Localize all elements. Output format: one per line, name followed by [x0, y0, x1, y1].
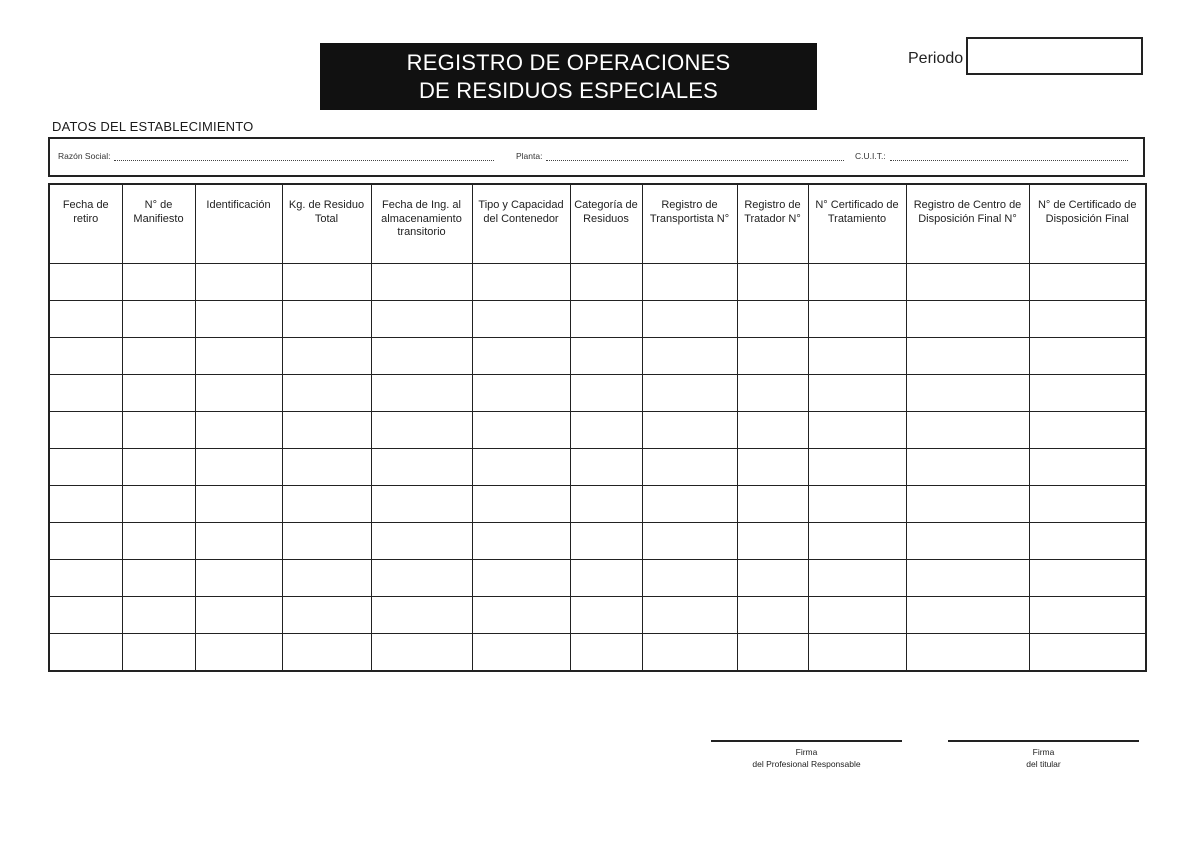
column-header: Categoría de Residuos	[570, 184, 642, 264]
table-cell[interactable]	[195, 634, 282, 672]
table-cell[interactable]	[472, 560, 570, 597]
table-cell[interactable]	[906, 412, 1029, 449]
table-cell[interactable]	[906, 375, 1029, 412]
table-cell[interactable]	[122, 523, 195, 560]
column-header: Tipo y Capacidad del Contenedor	[472, 184, 570, 264]
table-row	[49, 412, 1146, 449]
table-cell[interactable]	[49, 338, 122, 375]
table-cell[interactable]	[49, 301, 122, 338]
table-cell[interactable]	[122, 412, 195, 449]
table-cell[interactable]	[1029, 301, 1146, 338]
table-cell[interactable]	[570, 338, 642, 375]
table-cell[interactable]	[906, 597, 1029, 634]
table-row	[49, 486, 1146, 523]
table-cell[interactable]	[642, 449, 737, 486]
table-cell[interactable]	[808, 597, 906, 634]
table-cell[interactable]	[472, 264, 570, 301]
table-cell[interactable]	[472, 412, 570, 449]
firma-profesional	[711, 740, 902, 770]
table-cell[interactable]	[195, 301, 282, 338]
table-cell[interactable]	[1029, 486, 1146, 523]
column-header: Registro de Centro de Disposición Final N°	[906, 184, 1029, 264]
planta-label: Planta:	[516, 151, 543, 161]
table-cell[interactable]	[122, 597, 195, 634]
table-cell[interactable]	[737, 264, 808, 301]
table-cell[interactable]	[906, 486, 1029, 523]
periodo-field[interactable]	[966, 37, 1143, 75]
table-cell[interactable]	[49, 449, 122, 486]
establecimiento-heading: DATOS DEL ESTABLECIMIENTO	[52, 119, 254, 134]
table-cell[interactable]	[195, 560, 282, 597]
table-cell[interactable]	[570, 634, 642, 672]
cuit-input[interactable]	[890, 151, 1128, 161]
table-cell[interactable]	[282, 634, 371, 672]
table-cell[interactable]	[642, 523, 737, 560]
table-cell[interactable]	[472, 523, 570, 560]
table-cell[interactable]	[1029, 523, 1146, 560]
table-cell[interactable]	[906, 523, 1029, 560]
table-cell[interactable]	[472, 301, 570, 338]
firma-titular-line2: del titular	[1026, 759, 1061, 769]
column-header: Registro de Tratador N°	[737, 184, 808, 264]
column-header: Kg. de Residuo Total	[282, 184, 371, 264]
table-cell[interactable]	[808, 560, 906, 597]
column-header: Fecha de retiro	[49, 184, 122, 264]
table-cell[interactable]	[371, 412, 472, 449]
table-row	[49, 449, 1146, 486]
table-cell[interactable]	[122, 338, 195, 375]
table-cell[interactable]	[195, 264, 282, 301]
table-cell[interactable]	[737, 301, 808, 338]
table-cell[interactable]	[195, 486, 282, 523]
table-cell[interactable]	[282, 560, 371, 597]
table-cell[interactable]	[282, 264, 371, 301]
table-cell[interactable]	[122, 375, 195, 412]
table-cell[interactable]	[906, 264, 1029, 301]
table-cell[interactable]	[282, 597, 371, 634]
table-cell[interactable]	[371, 449, 472, 486]
table-row	[49, 560, 1146, 597]
table-cell[interactable]	[737, 486, 808, 523]
table-cell[interactable]	[642, 634, 737, 672]
periodo-label: Periodo	[908, 50, 964, 67]
table-cell[interactable]	[906, 301, 1029, 338]
table-row	[49, 634, 1146, 672]
table-cell[interactable]	[371, 375, 472, 412]
table-cell[interactable]	[570, 560, 642, 597]
planta-field[interactable]	[516, 151, 844, 161]
signature-line[interactable]	[948, 740, 1139, 742]
registro-table	[48, 183, 1147, 672]
table-cell[interactable]	[906, 449, 1029, 486]
table-cell[interactable]	[642, 338, 737, 375]
column-header: N° de Certificado de Disposición Final	[1029, 184, 1146, 264]
column-header: N° Certificado de Tratamiento	[808, 184, 906, 264]
column-header: Registro de Transportista N°	[642, 184, 737, 264]
table-cell[interactable]	[642, 264, 737, 301]
table-cell[interactable]	[49, 597, 122, 634]
table-cell[interactable]	[371, 523, 472, 560]
table-cell[interactable]	[472, 634, 570, 672]
table-row	[49, 301, 1146, 338]
table-cell[interactable]	[737, 597, 808, 634]
planta-input[interactable]	[546, 151, 844, 161]
table-row	[49, 523, 1146, 560]
table-cell[interactable]	[371, 597, 472, 634]
column-header: Fecha de Ing. al almacenamiento transitorio	[371, 184, 472, 264]
table-cell[interactable]	[371, 301, 472, 338]
table-cell[interactable]	[472, 338, 570, 375]
table-cell[interactable]	[1029, 449, 1146, 486]
table-cell[interactable]	[642, 412, 737, 449]
table-cell[interactable]	[49, 523, 122, 560]
table-cell[interactable]	[282, 523, 371, 560]
table-cell[interactable]	[49, 264, 122, 301]
column-header: Identificación	[195, 184, 282, 264]
razon-social-input[interactable]	[114, 151, 494, 161]
razon-social-field[interactable]	[58, 151, 494, 161]
table-cell[interactable]	[371, 264, 472, 301]
table-cell[interactable]	[472, 597, 570, 634]
table-header-row	[49, 184, 1146, 264]
table-cell[interactable]	[1029, 560, 1146, 597]
table-cell[interactable]	[122, 264, 195, 301]
table-cell[interactable]	[808, 412, 906, 449]
table-cell[interactable]	[642, 560, 737, 597]
table-row	[49, 597, 1146, 634]
table-cell[interactable]	[195, 597, 282, 634]
table-cell[interactable]	[570, 412, 642, 449]
table-cell[interactable]	[282, 412, 371, 449]
establecimiento-box	[48, 137, 1145, 177]
table-cell[interactable]	[49, 412, 122, 449]
table-cell[interactable]	[49, 634, 122, 672]
table-cell[interactable]	[808, 338, 906, 375]
table-cell[interactable]	[906, 338, 1029, 375]
table-cell[interactable]	[570, 523, 642, 560]
table-row	[49, 338, 1146, 375]
table-cell[interactable]	[195, 375, 282, 412]
cuit-label: C.U.I.T.:	[855, 151, 886, 161]
firma-titular	[948, 740, 1139, 770]
table-cell[interactable]	[122, 449, 195, 486]
table-cell[interactable]	[642, 486, 737, 523]
table-cell[interactable]	[808, 264, 906, 301]
table-cell[interactable]	[737, 560, 808, 597]
title-line-1: REGISTRO DE OPERACIONES	[406, 49, 731, 75]
table-cell[interactable]	[1029, 338, 1146, 375]
table-cell[interactable]	[371, 486, 472, 523]
table-cell[interactable]	[808, 523, 906, 560]
table-cell[interactable]	[195, 449, 282, 486]
table-cell[interactable]	[282, 375, 371, 412]
table-cell[interactable]	[122, 486, 195, 523]
table-cell[interactable]	[1029, 412, 1146, 449]
table-cell[interactable]	[282, 301, 371, 338]
table-cell[interactable]	[642, 375, 737, 412]
title-line-2: DE RESIDUOS ESPECIALES	[418, 77, 719, 103]
razon-social-label: Razón Social:	[58, 151, 111, 161]
table-cell[interactable]	[808, 486, 906, 523]
table-cell[interactable]	[371, 634, 472, 672]
table-cell[interactable]	[737, 523, 808, 560]
cuit-field[interactable]	[855, 151, 1128, 161]
table-cell[interactable]	[472, 449, 570, 486]
column-header: N° de Manifiesto	[122, 184, 195, 264]
table-row	[49, 375, 1146, 412]
table-cell[interactable]	[195, 523, 282, 560]
table-cell[interactable]	[906, 634, 1029, 672]
table-cell[interactable]	[195, 338, 282, 375]
table-cell[interactable]	[808, 449, 906, 486]
table-cell[interactable]	[570, 375, 642, 412]
table-cell[interactable]	[906, 560, 1029, 597]
table-cell[interactable]	[570, 301, 642, 338]
table-cell[interactable]	[1029, 264, 1146, 301]
firma-profesional-line2: del Profesional Responsable	[752, 759, 861, 769]
table-row	[49, 264, 1146, 301]
table-cell[interactable]	[808, 301, 906, 338]
table-cell[interactable]	[570, 449, 642, 486]
table-cell[interactable]	[1029, 375, 1146, 412]
table-cell[interactable]	[49, 375, 122, 412]
table-cell[interactable]	[570, 486, 642, 523]
table-cell[interactable]	[49, 486, 122, 523]
form-title	[320, 43, 817, 110]
table-cell[interactable]	[371, 338, 472, 375]
table-body	[49, 264, 1146, 672]
signature-line[interactable]	[711, 740, 902, 742]
table-cell[interactable]	[472, 486, 570, 523]
table-cell[interactable]	[1029, 634, 1146, 672]
table-cell[interactable]	[122, 301, 195, 338]
table-cell[interactable]	[1029, 597, 1146, 634]
table-cell[interactable]	[737, 634, 808, 672]
table-cell[interactable]	[371, 560, 472, 597]
firma-profesional-line1: Firma	[795, 747, 818, 757]
table-cell[interactable]	[282, 449, 371, 486]
table-cell[interactable]	[472, 375, 570, 412]
table-cell[interactable]	[737, 412, 808, 449]
table-cell[interactable]	[570, 264, 642, 301]
table-cell[interactable]	[808, 375, 906, 412]
table-cell[interactable]	[642, 597, 737, 634]
firma-titular-line1: Firma	[1032, 747, 1055, 757]
table-cell[interactable]	[737, 338, 808, 375]
table-cell[interactable]	[808, 634, 906, 672]
table-cell[interactable]	[737, 375, 808, 412]
table-cell[interactable]	[642, 301, 737, 338]
table-cell[interactable]	[195, 412, 282, 449]
table-cell[interactable]	[737, 449, 808, 486]
table-cell[interactable]	[282, 338, 371, 375]
table-cell[interactable]	[49, 560, 122, 597]
table-cell[interactable]	[122, 634, 195, 672]
table-cell[interactable]	[122, 560, 195, 597]
table-cell[interactable]	[282, 486, 371, 523]
table-cell[interactable]	[570, 597, 642, 634]
